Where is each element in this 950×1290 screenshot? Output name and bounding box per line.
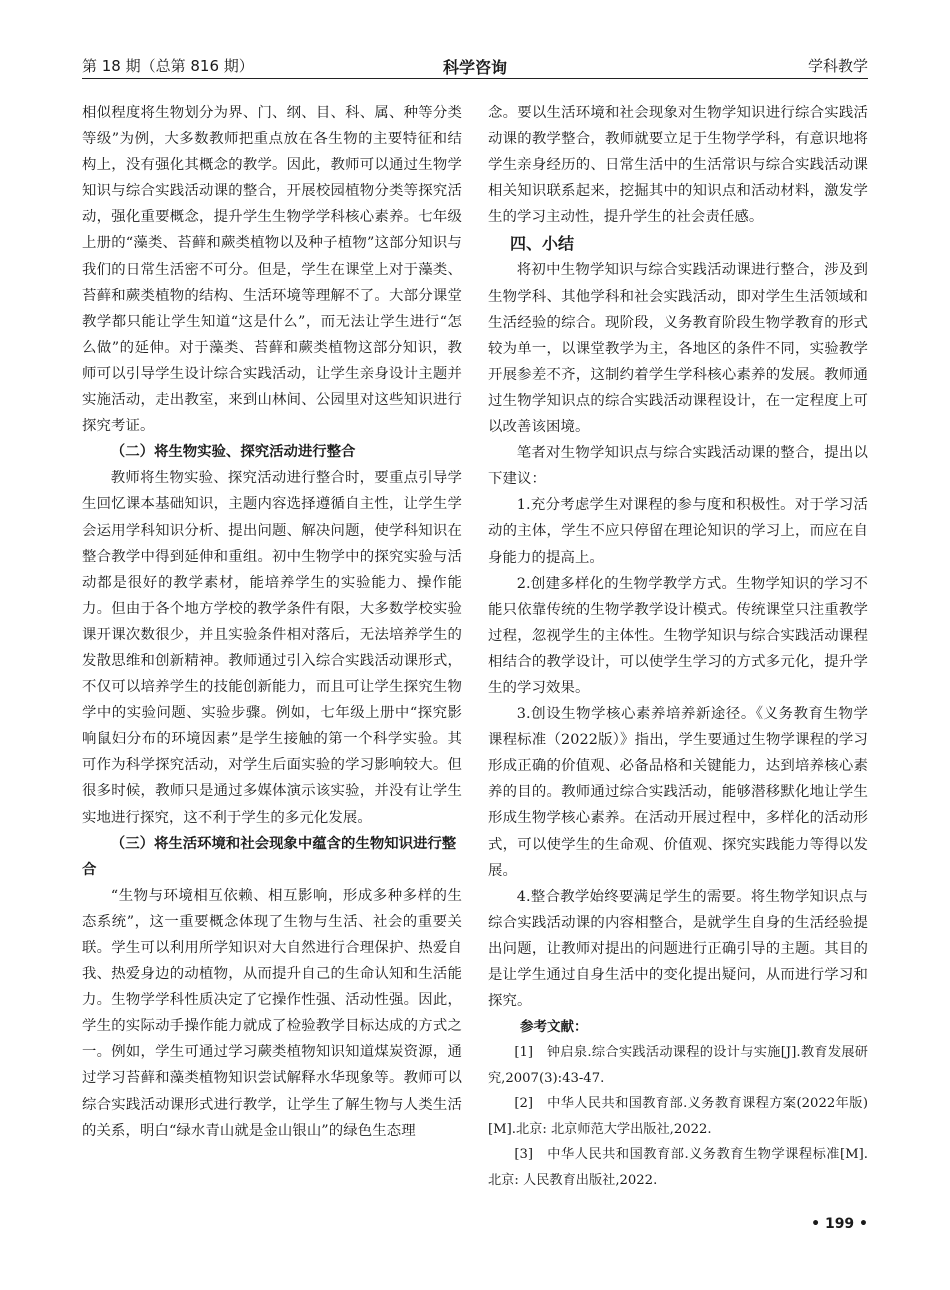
reference-item: [3] 中华人民共和国教育部.义务教育生物学课程标准[M].北京: 人民教育出版社,2022. <box>488 1147 868 1188</box>
journal-title: 科学咨询 <box>442 58 507 77</box>
paragraph: 教师将生物实验、探究活动进行整合时，要重点引导学生回忆课本基础知识，主题内容选择遵循自主性，让学生学会运用学科知识分析、提出问题、解决问题，使学科知识在整合教学中得到延伸和重组。初中生物学中的探究实验与活动都是很好的教学素材，能培养学生的实验能力、操作能力。但由于各个地方学校的教学条件有限，大多数学校实验课开课次数很少，并且实验条件相对落后，无法培养学生的发散思维和创新精神。教师通过引入综合实践活动课形式，不仅可以培养学生的技能创新能力，而且可让学生探究生物学中的实验问题、实验步骤。例如，七年级上册中“探究影响鼠妇分布的环境因素”是学生接触的第一个科学实验。其可作为科学探究活动，对学生后面实验的学习影响较大。但很多时候，教师只是通过多媒体演示该实验，并没有让学生实地进行探究，这不利于学生的多元化发展。 <box>82 470 462 826</box>
paragraph: 将初中生物学知识与综合实践活动课进行整合，涉及到生物学科、其他学科和社会实践活动，即对学生生活领域和生活经验的综合。现阶段，义务教育阶段生物学教育的形式较为单一，以课堂教学为主，各地区的条件不同，实验教学开展参差不齐，这制约着学生学科核心素养的发展。教师通过生物学知识点的综合实践活动课程设计，在一定程度上可以改善该困境。 <box>488 262 868 436</box>
paragraph: 相似程度将生物划分为界、门、纲、目、科、属、种等分类等级”为例，大多数教师把重点放在各生物的主要特征和结构上，没有强化其概念的教学。因此，教师可以通过生物学知识与综合实践活动课的整合，开展校园植物分类等探究活动，强化重要概念，提升学生生物学学科核心素养。七年级上册的“藻类、苔藓和蕨类植物以及种子植物”这部分知识与我们的日常生活密不可分。但是，学生在课堂上对于藻类、苔藓和蕨类植物的结构、生活环境等理解不了。大部分课堂教学都只能让学生知道“这是什么”，而无法让学生进行“怎么做”的延伸。对于藻类、苔藓和蕨类植物这部分知识，教师可以引导学生设计综合实践活动，让学生亲身设计主题并实施活动，走出教室，来到山林间、公园里对这些知识进行探究考证。 <box>82 105 462 435</box>
reference-item: [2] 中华人民共和国教育部.义务教育课程方案(2022年版)[M].北京: 北京师范大学出版社,2022. <box>488 1096 868 1137</box>
right-column <box>488 100 868 1193</box>
summary-heading: 四、小结 <box>510 234 575 254</box>
paragraph: 笔者对生物学知识点与综合实践活动课的整合，提出以下建议： <box>488 445 868 488</box>
suggestion-4: 4.整合教学始终要满足学生的需要。将生物学知识点与综合实践活动课的内容相整合，是就学生自身的生活经验提出问题，让教师对提出的问题进行正确引导的主题。其目的是让学生通过自身生活中的变化提出疑问，从而进行学习和探究。 <box>488 888 868 1010</box>
paragraph: “生物与环境相互依赖、相互影响，形成多种多样的生态系统”，这一重要概念体现了生物与生活、社会的重要关联。学生可以利用所学知识对大自然进行合理保护、热爱自我、热爱身边的动植物，从而提升自己的生命认知和生活能力。生物学学科性质决定了它操作性强、活动性强。因此，学生的实际动手操作能力就成了检验教学目标达成的方式之一。例如，学生可通过学习蕨类植物知识知道煤炭资源，通过学习苔藓和藻类植物知识尝试解释水华现象等。教师可以综合实践活动课形式进行教学，让学生了解生物与人类生活的关系，明白“绿水青山就是金山银山”的绿色生态理 <box>82 887 462 1139</box>
reference-item: [1] 钟启泉.综合实践活动课程的设计与实施[J].教育发展研究,2007(3):43-47. <box>488 1045 868 1086</box>
page-number: • 199 • <box>811 1216 868 1232</box>
suggestion-3: 3.创设生物学核心素养培养新途径。《义务教育生物学课程标准（2022版）》指出，学生要通过生物学课程的学习形成正确的价值观、必备品格和关键能力，达到培养核心素养的目的。教师通过综合实践活动，能够潜移默化地让学生形成生物学核心素养。在活动开展过程中，多样化的活动形式，可以使学生的生命观、价值观、探究实践能力等得以发展。 <box>488 706 868 879</box>
section-label: 学科教学 <box>807 57 868 75</box>
suggestion-1: 1.充分考虑学生对课程的参与度和积极性。对于学习活动的主体，学生不应只停留在理论知识的学习上，而应在自身能力的提高上。 <box>488 497 868 566</box>
paragraph: 念。要以生活环境和社会现象对生物学知识进行综合实践活动课的教学整合，教师就要立足于生物学学科，有意识地将学生亲身经历的、日常生活中的生活常识与综合实践活动课相关知识联系起来，挖掘其中的知识点和活动材料，激发学生的学习主动性，提升学生的社会责任感。 <box>488 105 868 226</box>
left-column <box>82 100 462 1144</box>
suggestion-2: 2.创建多样化的生物学教学方式。生物学知识的学习不能只依靠传统的生物学教学设计模式。传统课堂只注重教学过程，忽视学生的主体性。生物学知识与综合实践活动课程相结合的教学设计，可以使学生学习的方式多元化，提升学生的学习效果。 <box>488 575 868 696</box>
references-title: 参考文献： <box>520 1019 588 1036</box>
section-heading: （二）将生物实验、探究活动进行整合 <box>110 444 356 461</box>
page-header <box>82 52 868 79</box>
section-heading: （三）将生活环境和社会现象中蕴含的生物知识进行整合 <box>82 835 457 878</box>
issue-label: 第 18 期（总第 816 期） <box>82 57 254 75</box>
